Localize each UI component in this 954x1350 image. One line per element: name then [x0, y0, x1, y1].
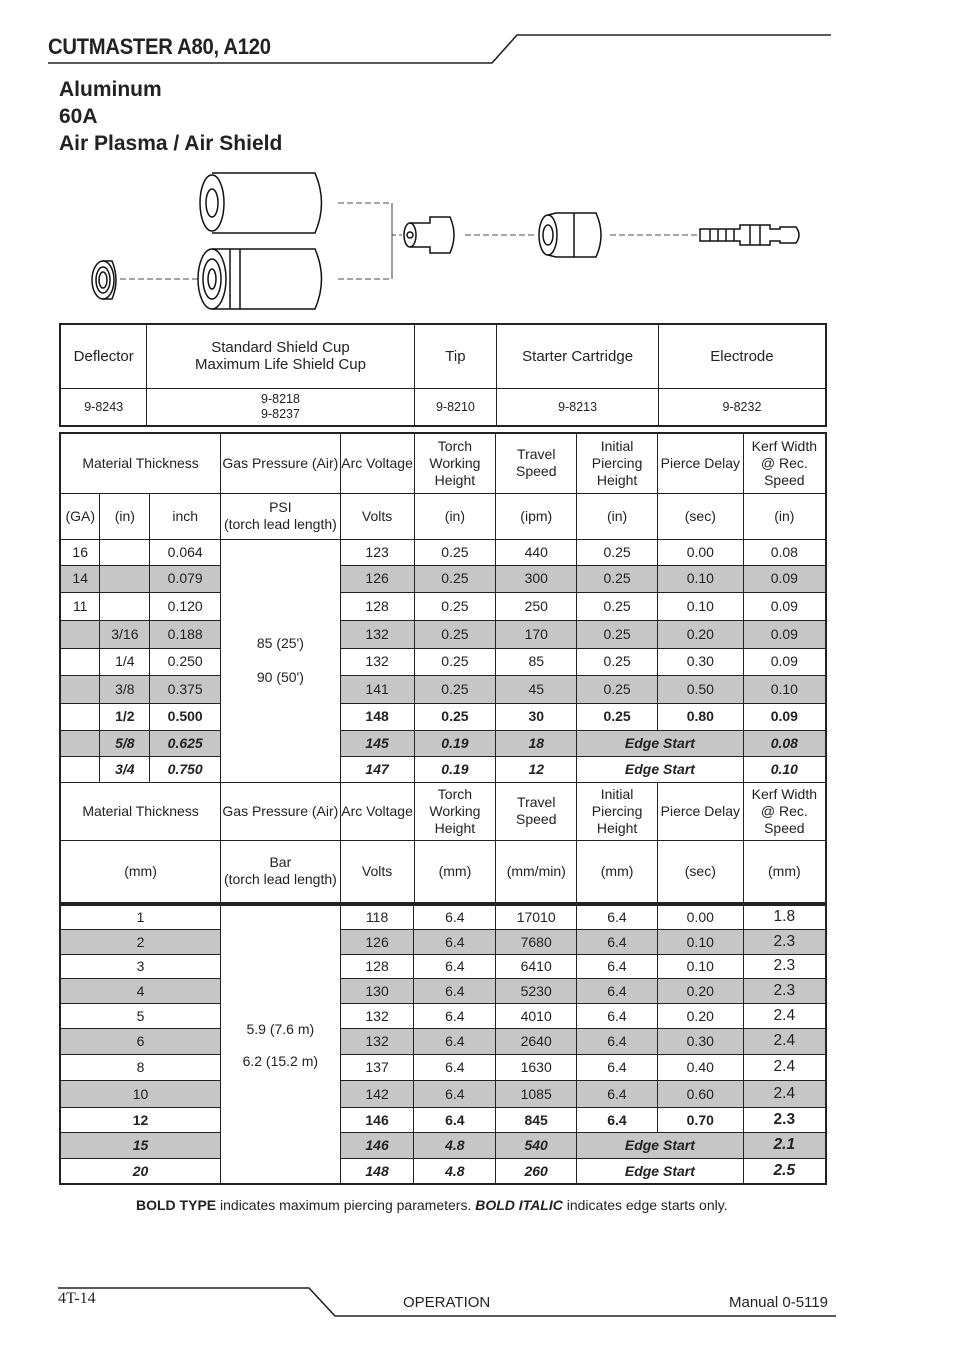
travel-speed-cell: 440 [496, 539, 577, 565]
gauge-cell [60, 620, 100, 648]
travel-speed-cell: 300 [496, 565, 577, 592]
arc-voltage-cell: 130 [340, 978, 414, 1003]
torch-height-cell: 6.4 [414, 954, 496, 978]
section-title [59, 76, 282, 157]
torch-height-cell: 6.4 [414, 1054, 496, 1080]
kerf-width-cell: 0.09 [743, 703, 826, 730]
kerf-width-cell: 0.08 [743, 730, 826, 756]
torch-height-cell: 6.4 [414, 905, 496, 929]
table-row [60, 703, 826, 730]
gauge-cell: 16 [60, 539, 100, 565]
arc-voltage-cell: 145 [340, 730, 414, 756]
standard-shield-cup-icon [200, 173, 322, 233]
pierce-height-cell: 0.25 [577, 648, 658, 675]
thickness-mm-cell: 20 [60, 1158, 220, 1184]
unit-psi: PSI (torch lead length) [221, 493, 341, 539]
gauge-cell: 14 [60, 565, 100, 592]
pierce-height-cell: 0.25 [577, 675, 658, 703]
gauge-cell [60, 730, 100, 756]
kerf-width-cell: 2.1 [743, 1132, 826, 1158]
pierce-delay-header: Pierce Delay [657, 433, 743, 493]
fraction-cell [100, 592, 150, 620]
unit-volts: Volts [340, 840, 414, 903]
inch-cell: 0.188 [150, 620, 221, 648]
pierce-delay-cell: 0.00 [657, 539, 743, 565]
torch-height-cell: 0.25 [414, 539, 496, 565]
material-thickness-header: Material Thickness [60, 433, 221, 493]
travel-speed-cell: 7680 [496, 929, 577, 954]
travel-speed-cell: 45 [496, 675, 577, 703]
initial-piercing-height-header: Initial Piercing Height [577, 782, 658, 840]
gauge-cell [60, 756, 100, 782]
consumables-table [59, 323, 827, 427]
torch-height-cell: 6.4 [414, 978, 496, 1003]
arc-voltage-cell: 132 [340, 1028, 414, 1054]
metric-cut-chart [59, 904, 827, 1185]
arc-voltage-header: Arc Voltage [340, 782, 414, 840]
electrode-icon [700, 225, 799, 245]
travel-speed-cell: 18 [496, 730, 577, 756]
pierce-delay-cell: 0.80 [657, 703, 743, 730]
pierce-delay-cell: 0.50 [657, 675, 743, 703]
travel-speed-cell: 5230 [496, 978, 577, 1003]
pierce-delay-cell: 0.30 [657, 1028, 743, 1054]
travel-speed-cell: 250 [496, 592, 577, 620]
torch-height-cell: 6.4 [414, 1107, 496, 1132]
table-row [60, 1028, 826, 1054]
unit-speed: (mm/min) [496, 840, 577, 903]
unit-in-fraction: (in) [100, 493, 150, 539]
fraction-cell: 3/8 [100, 675, 150, 703]
initial-piercing-height-header: Initial Piercing Height [577, 433, 658, 493]
kerf-width-cell: 2.3 [743, 954, 826, 978]
inch-cell: 0.250 [150, 648, 221, 675]
kerf-width-header: Kerf Width @ Rec. Speed [743, 433, 826, 493]
gas-title: Air Plasma / Air Shield [59, 132, 283, 155]
kerf-width-cell: 0.10 [743, 675, 826, 703]
unit-twh: (mm) [414, 840, 496, 903]
edge-start-cell: Edge Start [577, 1132, 744, 1158]
gas-pressure-cell: 5.9 (7.6 m) 6.2 (15.2 m) [220, 905, 340, 1184]
kerf-width-cell: 2.4 [743, 1003, 826, 1028]
arc-voltage-cell: 148 [340, 1158, 414, 1184]
pierce-delay-cell: 0.20 [657, 978, 743, 1003]
tip-icon [404, 217, 454, 253]
torch-height-cell: 0.25 [414, 592, 496, 620]
inch-cell: 0.500 [150, 703, 221, 730]
electrode-part-number: 9-8232 [658, 388, 826, 426]
electrode-header: Electrode [658, 324, 826, 388]
thickness-mm-cell: 3 [60, 954, 220, 978]
travel-speed-cell: 30 [496, 703, 577, 730]
deflector-header: Deflector [60, 324, 147, 388]
pierce-delay-cell: 0.40 [657, 1054, 743, 1080]
pierce-height-cell: 6.4 [577, 978, 658, 1003]
table-row [60, 730, 826, 756]
pierce-delay-header: Pierce Delay [657, 782, 743, 840]
starter-cartridge-header: Starter Cartridge [497, 324, 659, 388]
arc-voltage-cell: 128 [340, 592, 414, 620]
pierce-delay-cell: 0.10 [657, 929, 743, 954]
pierce-delay-cell: 0.70 [657, 1107, 743, 1132]
unit-iph: (mm) [577, 840, 658, 903]
consumable-parts-illustration [80, 165, 820, 315]
inch-cell: 0.375 [150, 675, 221, 703]
edge-start-cell: Edge Start [577, 730, 744, 756]
arc-voltage-cell: 147 [340, 756, 414, 782]
unit-delay: (sec) [657, 493, 743, 539]
fraction-cell [100, 565, 150, 592]
kerf-width-header: Kerf Width @ Rec. Speed [743, 782, 826, 840]
thickness-mm-cell: 4 [60, 978, 220, 1003]
starter-cartridge-part-number: 9-8213 [497, 388, 659, 426]
inch-cell: 0.120 [150, 592, 221, 620]
gauge-cell: 11 [60, 592, 100, 620]
torch-working-height-header: Torch Working Height [414, 433, 496, 493]
fraction-cell: 3/16 [100, 620, 150, 648]
kerf-width-cell: 0.09 [743, 648, 826, 675]
pierce-height-cell: 0.25 [577, 539, 658, 565]
pierce-delay-cell: 0.60 [657, 1080, 743, 1107]
thickness-mm-cell: 8 [60, 1054, 220, 1080]
metric-unit-row [60, 840, 826, 903]
torch-height-cell: 6.4 [414, 1028, 496, 1054]
unit-mm: (mm) [60, 840, 221, 903]
pierce-height-cell: 0.25 [577, 703, 658, 730]
deflector-icon [92, 261, 116, 299]
unit-volts: Volts [340, 493, 414, 539]
pierce-delay-cell: 0.30 [657, 648, 743, 675]
torch-height-cell: 4.8 [414, 1132, 496, 1158]
table-row [60, 620, 826, 648]
shield-cup-header: Standard Shield Cup Maximum Life Shield Cup [147, 324, 414, 388]
unit-twh: (in) [414, 493, 496, 539]
travel-speed-cell: 17010 [496, 905, 577, 929]
fraction-cell: 1/2 [100, 703, 150, 730]
unit-kerf: (mm) [743, 840, 826, 903]
table-row [60, 539, 826, 565]
arc-voltage-header: Arc Voltage [340, 433, 414, 493]
torch-height-cell: 0.25 [414, 675, 496, 703]
torch-working-height-header: Torch Working Height [414, 782, 496, 840]
table-row [60, 1107, 826, 1132]
inch-cell: 0.625 [150, 730, 221, 756]
table-row [60, 1080, 826, 1107]
legend-note: BOLD TYPE indicates maximum piercing parameters. BOLD ITALIC indicates edge starts only. [136, 1197, 728, 1213]
thickness-mm-cell: 10 [60, 1080, 220, 1107]
table-row [60, 978, 826, 1003]
torch-height-cell: 0.19 [414, 756, 496, 782]
table-row [60, 565, 826, 592]
table-row [60, 954, 826, 978]
pierce-delay-cell: 0.10 [657, 592, 743, 620]
travel-speed-header: Travel Speed [496, 782, 577, 840]
travel-speed-cell: 6410 [496, 954, 577, 978]
amperage-title: 60A [59, 105, 98, 128]
table-row [60, 675, 826, 703]
kerf-width-cell: 2.3 [743, 929, 826, 954]
inch-cell: 0.064 [150, 539, 221, 565]
pierce-height-cell: 6.4 [577, 1054, 658, 1080]
edge-start-cell: Edge Start [577, 756, 744, 782]
table-row [60, 905, 826, 929]
arc-voltage-cell: 126 [340, 929, 414, 954]
edge-start-cell: Edge Start [577, 1158, 744, 1184]
inch-cell: 0.750 [150, 756, 221, 782]
unit-delay: (sec) [657, 840, 743, 903]
travel-speed-cell: 1085 [496, 1080, 577, 1107]
material-title: Aluminum [59, 78, 162, 101]
kerf-width-cell: 0.09 [743, 620, 826, 648]
travel-speed-cell: 260 [496, 1158, 577, 1184]
arc-voltage-cell: 118 [340, 905, 414, 929]
pierce-height-cell: 6.4 [577, 929, 658, 954]
kerf-width-cell: 2.4 [743, 1080, 826, 1107]
table-row [60, 1054, 826, 1080]
torch-height-cell: 0.25 [414, 620, 496, 648]
starter-cartridge-icon [539, 213, 601, 257]
arc-voltage-cell: 146 [340, 1107, 414, 1132]
gauge-cell [60, 675, 100, 703]
arc-voltage-cell: 146 [340, 1132, 414, 1158]
shield-cup-part-numbers: 9-8218 9-8237 [147, 388, 414, 426]
unit-iph: (in) [577, 493, 658, 539]
pierce-delay-cell: 0.20 [657, 620, 743, 648]
unit-bar: Bar (torch lead length) [221, 840, 341, 903]
pierce-height-cell: 0.25 [577, 620, 658, 648]
deflector-part-number: 9-8243 [60, 388, 147, 426]
pierce-height-cell: 0.25 [577, 592, 658, 620]
arc-voltage-cell: 132 [340, 620, 414, 648]
pierce-height-cell: 6.4 [577, 1003, 658, 1028]
imperial-cut-chart [59, 432, 827, 904]
pierce-delay-cell: 0.10 [657, 954, 743, 978]
kerf-width-cell: 0.08 [743, 539, 826, 565]
arc-voltage-cell: 148 [340, 703, 414, 730]
torch-height-cell: 4.8 [414, 1158, 496, 1184]
thickness-mm-cell: 12 [60, 1107, 220, 1132]
travel-speed-cell: 12 [496, 756, 577, 782]
arc-voltage-cell: 132 [340, 648, 414, 675]
kerf-width-cell: 1.8 [743, 905, 826, 929]
travel-speed-header: Travel Speed [496, 433, 577, 493]
fraction-cell [100, 539, 150, 565]
table-row [60, 1132, 826, 1158]
manual-number: Manual 0-5119 [729, 1294, 828, 1311]
unit-kerf: (in) [743, 493, 826, 539]
max-life-shield-cup-icon [198, 249, 322, 309]
unit-inch: inch [150, 493, 221, 539]
torch-height-cell: 6.4 [414, 1080, 496, 1107]
table-row [60, 1158, 826, 1184]
table-row [60, 648, 826, 675]
gas-pressure-header: Gas Pressure (Air) [221, 782, 341, 840]
travel-speed-cell: 85 [496, 648, 577, 675]
footer-section: OPERATION [403, 1294, 491, 1311]
pierce-height-cell: 6.4 [577, 1107, 658, 1132]
kerf-width-cell: 2.4 [743, 1054, 826, 1080]
torch-height-cell: 0.19 [414, 730, 496, 756]
kerf-width-cell: 0.09 [743, 565, 826, 592]
arc-voltage-cell: 142 [340, 1080, 414, 1107]
torch-height-cell: 6.4 [414, 929, 496, 954]
pierce-height-cell: 6.4 [577, 905, 658, 929]
inch-cell: 0.079 [150, 565, 221, 592]
travel-speed-cell: 540 [496, 1132, 577, 1158]
page-number: 4T-14 [58, 1290, 96, 1307]
pierce-delay-cell: 0.20 [657, 1003, 743, 1028]
thickness-mm-cell: 6 [60, 1028, 220, 1054]
travel-speed-cell: 845 [496, 1107, 577, 1132]
table-row [60, 756, 826, 782]
tip-part-number: 9-8210 [414, 388, 497, 426]
arc-voltage-cell: 128 [340, 954, 414, 978]
travel-speed-cell: 1630 [496, 1054, 577, 1080]
unit-ga: (GA) [60, 493, 100, 539]
gauge-cell [60, 703, 100, 730]
document-title: CUTMASTER A80, A120 [48, 34, 271, 59]
gauge-cell [60, 648, 100, 675]
pierce-height-cell: 6.4 [577, 954, 658, 978]
thickness-mm-cell: 2 [60, 929, 220, 954]
travel-speed-cell: 170 [496, 620, 577, 648]
tip-header: Tip [414, 324, 497, 388]
fraction-cell: 5/8 [100, 730, 150, 756]
pierce-height-cell: 6.4 [577, 1028, 658, 1054]
kerf-width-cell: 2.4 [743, 1028, 826, 1054]
thickness-mm-cell: 15 [60, 1132, 220, 1158]
travel-speed-cell: 4010 [496, 1003, 577, 1028]
gas-pressure-header: Gas Pressure (Air) [221, 433, 341, 493]
travel-speed-cell: 2640 [496, 1028, 577, 1054]
fraction-cell: 3/4 [100, 756, 150, 782]
metric-header-row [60, 782, 826, 840]
arc-voltage-cell: 123 [340, 539, 414, 565]
thickness-mm-cell: 5 [60, 1003, 220, 1028]
kerf-width-cell: 0.09 [743, 592, 826, 620]
kerf-width-cell: 2.3 [743, 1107, 826, 1132]
kerf-width-cell: 0.10 [743, 756, 826, 782]
pierce-height-cell: 6.4 [577, 1080, 658, 1107]
kerf-width-cell: 2.5 [743, 1158, 826, 1184]
kerf-width-cell: 2.3 [743, 978, 826, 1003]
gas-pressure-cell: 85 (25') 90 (50') [221, 539, 341, 782]
pierce-delay-cell: 0.00 [657, 905, 743, 929]
arc-voltage-cell: 137 [340, 1054, 414, 1080]
thickness-mm-cell: 1 [60, 905, 220, 929]
material-thickness-header: Material Thickness [60, 782, 221, 840]
table-row [60, 929, 826, 954]
arc-voltage-cell: 126 [340, 565, 414, 592]
unit-speed: (ipm) [496, 493, 577, 539]
pierce-delay-cell: 0.10 [657, 565, 743, 592]
torch-height-cell: 0.25 [414, 703, 496, 730]
table-row [60, 592, 826, 620]
arc-voltage-cell: 141 [340, 675, 414, 703]
torch-height-cell: 0.25 [414, 648, 496, 675]
table-row [60, 1003, 826, 1028]
torch-height-cell: 0.25 [414, 565, 496, 592]
fraction-cell: 1/4 [100, 648, 150, 675]
torch-height-cell: 6.4 [414, 1003, 496, 1028]
arc-voltage-cell: 132 [340, 1003, 414, 1028]
pierce-height-cell: 0.25 [577, 565, 658, 592]
